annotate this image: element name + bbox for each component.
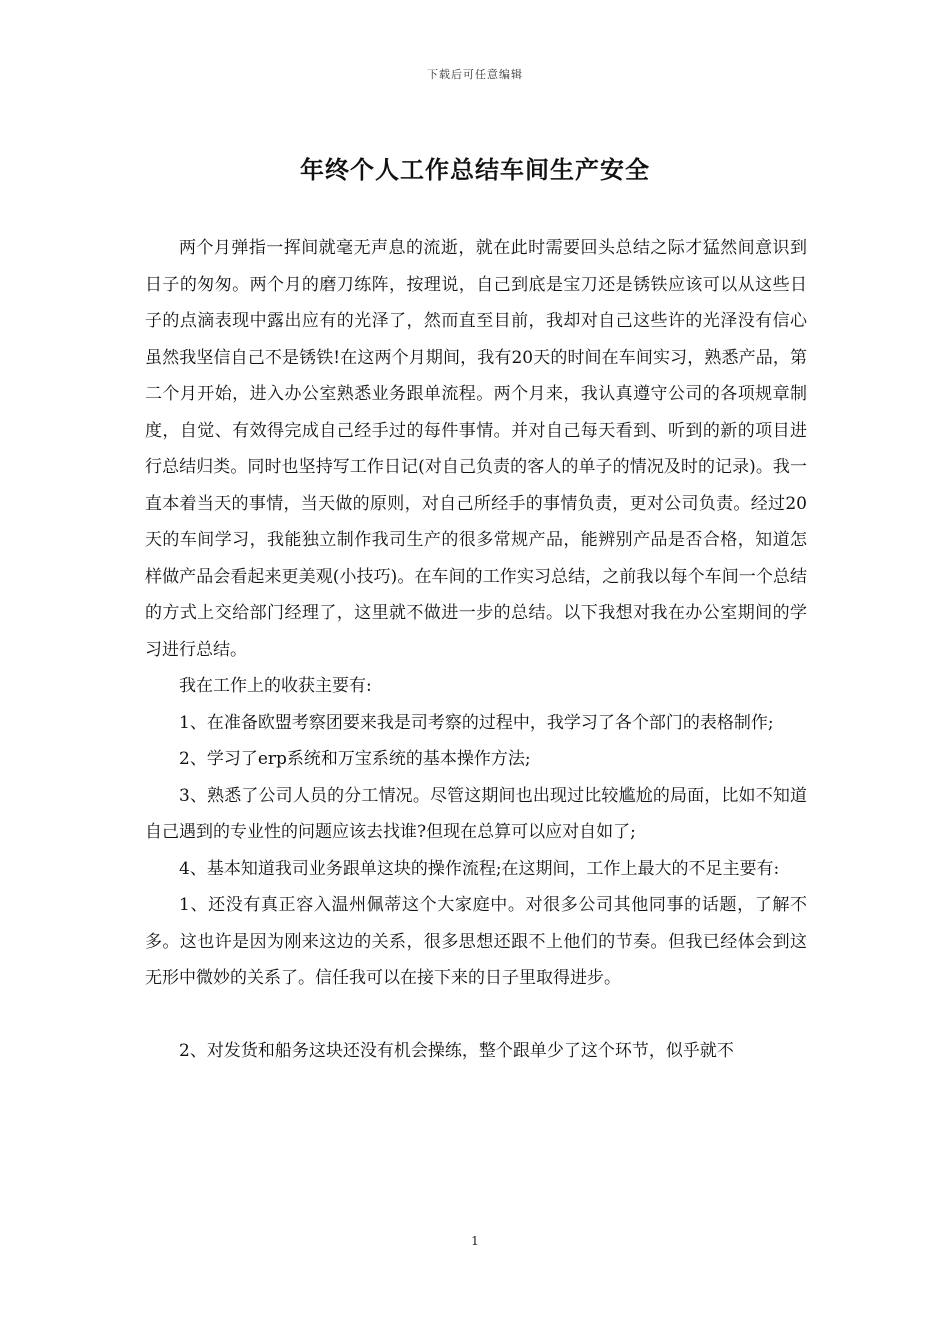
paragraph-gain-3: 3、熟悉了公司人员的分工情况。尽管这期间也出现过比较尴尬的局面，比如不知道自己遇到的专业性的问题应该去找谁?但现在总算可以应对自如了; bbox=[145, 785, 807, 842]
paragraph-intro: 两个月弹指一挥间就毫无声息的流逝，就在此时需要回头总结之际才猛然间意识到日子的匆匆。两个月的磨刀练阵，按理说，自己到底是宝刀还是锈铁应该可以从这些日子的点滴表现中露出应有的光泽了，然而直至目前，我却对自己这些许的光泽没有信心虽然我坚信自己不是锈铁!在这两个月期间，我有20天的时间在车间实习，熟悉产品，第二个月开始，进入办公室熟悉业务跟单流程。两个月来，我认真遵守公司的各项规章制度，自觉、有效得完成自己经手过的每件事情。并对自己每天看到、听到的新的项目进行总结归类。同时也坚持写工作日记(对自己负责的客人的单子的情况及时的记录)。我一直本着当天的事情，当天做的原则，对自己所经手的事情负责，更对公司负责。经过20天的车间学习，我能独立制作我司生产的很多常规产品，能辨别产品是否合格，知道怎样做产品会看起来更美观(小技巧)。在车间的工作实习总结，之前我以每个车间一个总结的方式上交给部门经理了，这里就不做进一步的总结。以下我想对我在办公室期间的学习进行总结。 bbox=[145, 238, 807, 660]
document-title: 年终个人工作总结车间生产安全 bbox=[300, 155, 650, 184]
header-note: 下载后可任意编辑 bbox=[427, 68, 523, 81]
paragraph-shortcoming-2: 2、对发货和船务这块还没有机会操练，整个跟单少了这个环节，似乎就不 bbox=[179, 1040, 734, 1061]
paragraph-gain-2: 2、学习了erp系统和万宝系统的基本操作方法; bbox=[179, 749, 531, 769]
paragraph-gain-4: 4、基本知道我司业务跟单这块的操作流程;在这期间，工作上最大的不足主要有: bbox=[179, 858, 780, 879]
document-body bbox=[145, 230, 807, 1069]
paragraph-gain-1: 1、在准备欧盟考察团要来我是司考察的过程中，我学习了各个部门的表格制作; bbox=[179, 712, 774, 733]
paragraph-gains-heading: 我在工作上的收获主要有: bbox=[179, 676, 372, 696]
page-number: 1 bbox=[471, 1234, 479, 1248]
paragraph-shortcoming-1: 1、还没有真正容入温州佩蒂这个大家庭中。对很多公司其他同事的话题，了解不多。这也许是因为刚来这边的关系，很多思想还跟不上他们的节奏。但我已经体会到这无形中微妙的关系了。信任我可以在接下来的日子里取得进步。 bbox=[145, 895, 807, 988]
